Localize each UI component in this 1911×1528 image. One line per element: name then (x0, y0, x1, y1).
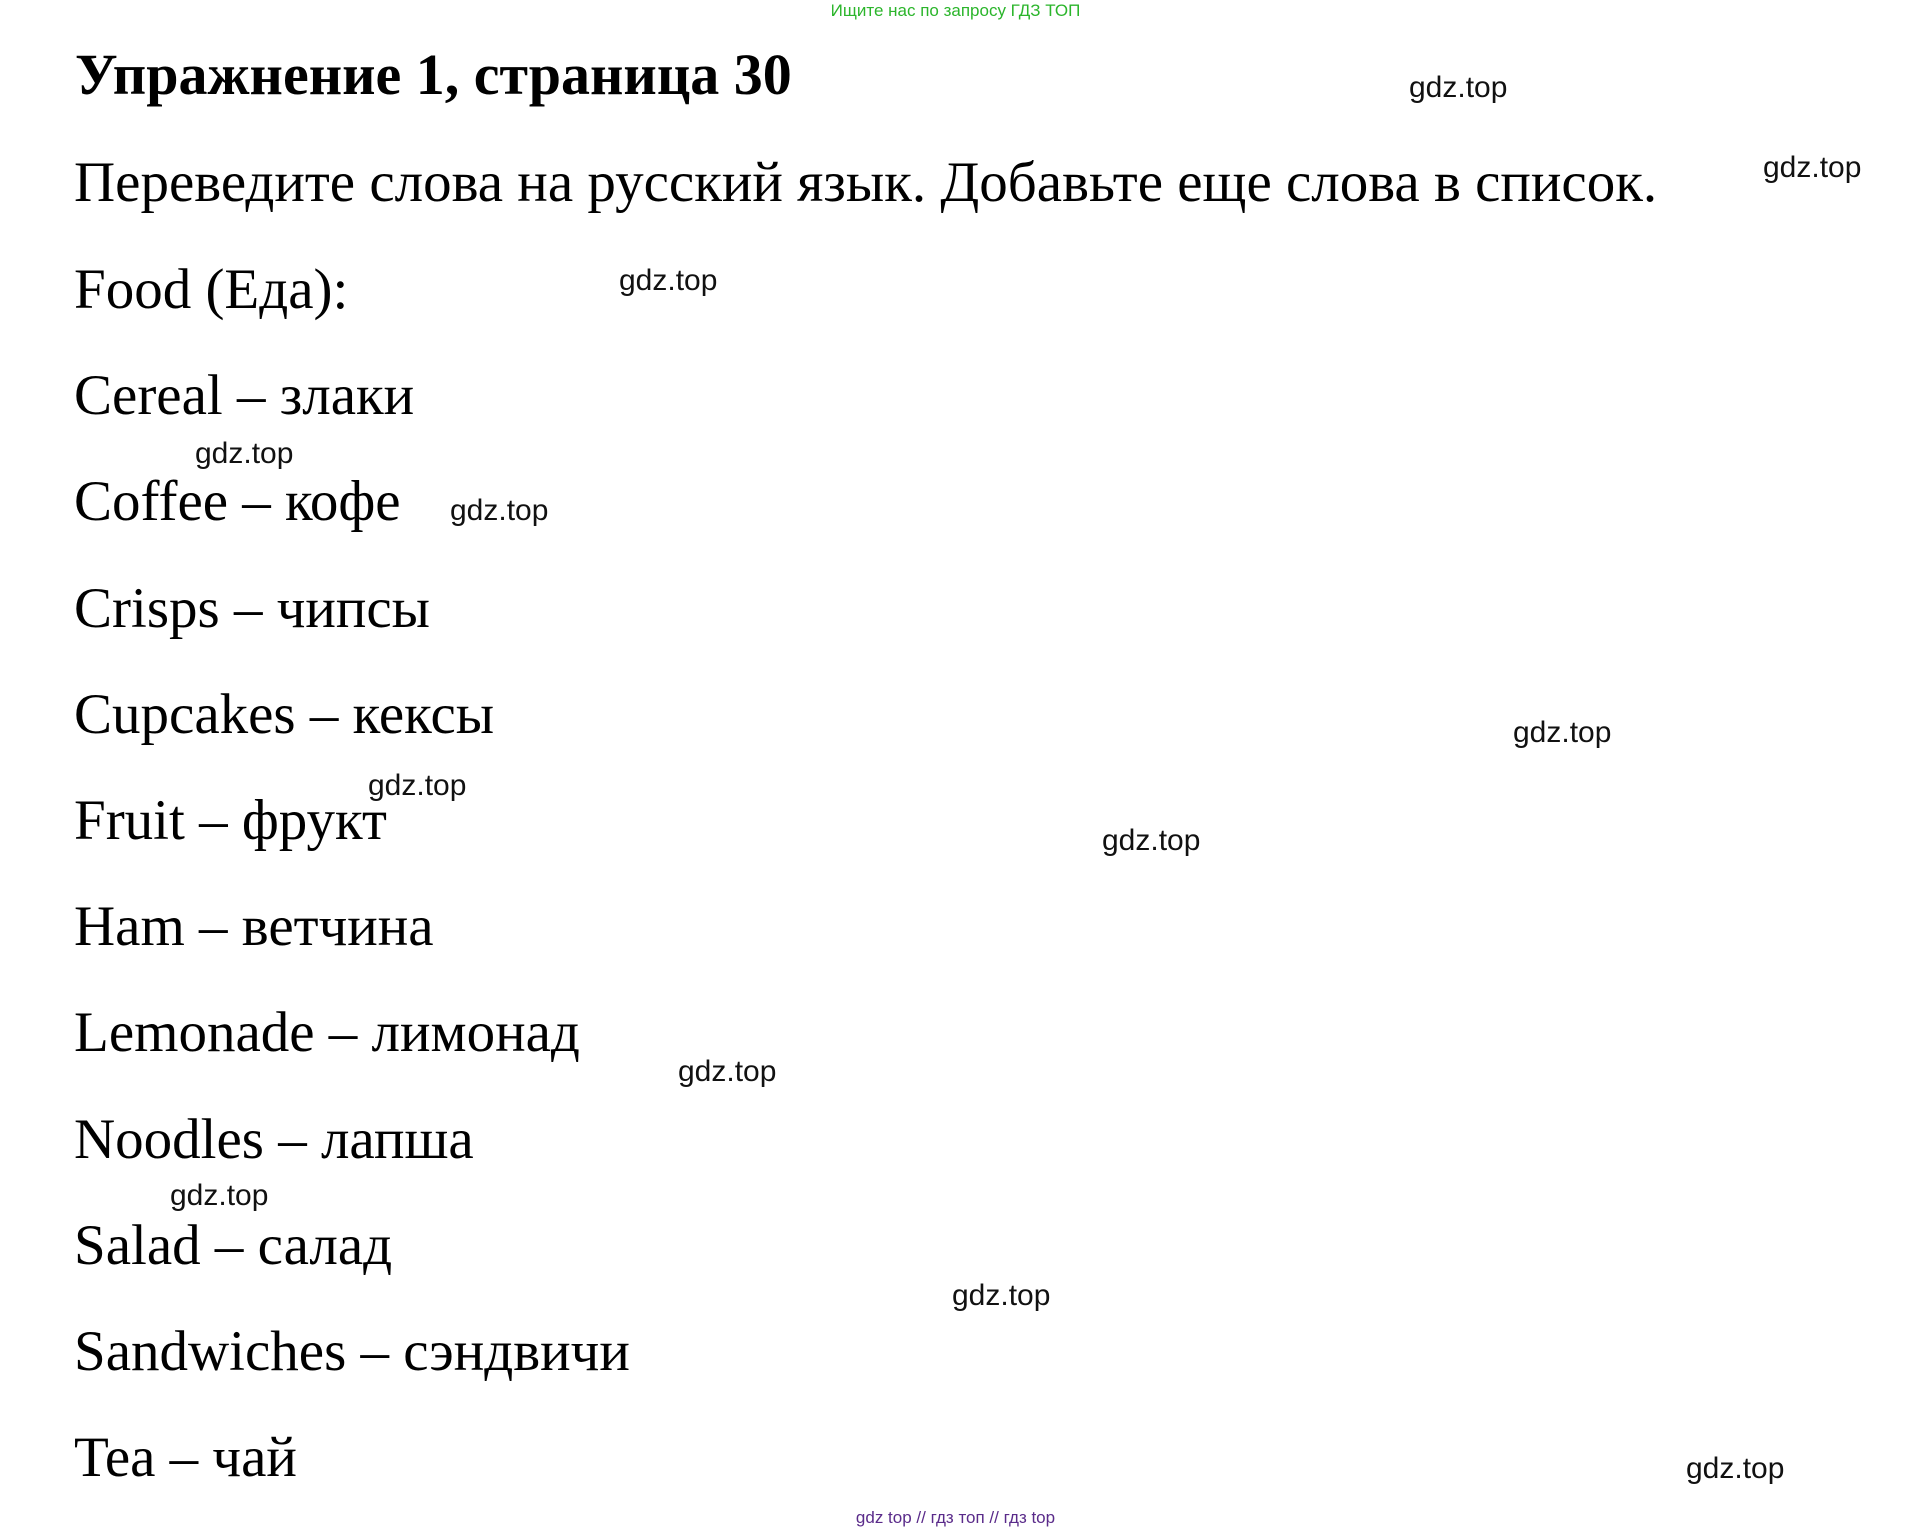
watermark: gdz.top (450, 494, 549, 527)
footer-watermark: gdz top // гдз топ // гдз top (855, 1508, 1056, 1527)
word-line-cereal: Cereal – злаки (74, 364, 415, 427)
word-line-cupcakes: Cupcakes – кексы (74, 683, 495, 746)
watermark: gdz.top (1513, 716, 1612, 749)
watermark: gdz.top (619, 264, 718, 297)
watermark: gdz.top (1763, 151, 1862, 184)
word-line-coffee: Coffee – кофе (74, 470, 401, 533)
watermark: gdz.top (1409, 71, 1508, 104)
word-line-sandwiches: Sandwiches – сэндвичи (74, 1320, 630, 1383)
watermark: gdz.top (952, 1279, 1051, 1312)
watermark: gdz.top (1686, 1452, 1785, 1485)
word-line-salad: Salad – салад (74, 1214, 393, 1277)
exercise-title: Упражнение 1, страница 30 (75, 42, 792, 107)
section-heading: Food (Еда): (74, 258, 349, 321)
watermark: gdz.top (195, 437, 294, 470)
word-line-ham: Ham – ветчина (74, 895, 434, 958)
word-line-noodles: Noodles – лапша (74, 1108, 474, 1171)
word-line-lemonade: Lemonade – лимонад (74, 1001, 580, 1064)
watermark: gdz.top (368, 769, 467, 802)
word-line-fruit: Fruit – фрукт (74, 789, 387, 852)
watermark: gdz.top (1102, 824, 1201, 857)
word-line-tea: Tea – чай (74, 1426, 297, 1489)
exercise-instruction: Переведите слова на русский язык. Добавьте еще слова в список. (74, 151, 1658, 214)
watermark: gdz.top (170, 1179, 269, 1212)
word-line-crisps: Crisps – чипсы (74, 577, 430, 640)
top-banner: Ищите нас по запросу ГДЗ ТОП (830, 1, 1081, 20)
watermark: gdz.top (678, 1055, 777, 1088)
